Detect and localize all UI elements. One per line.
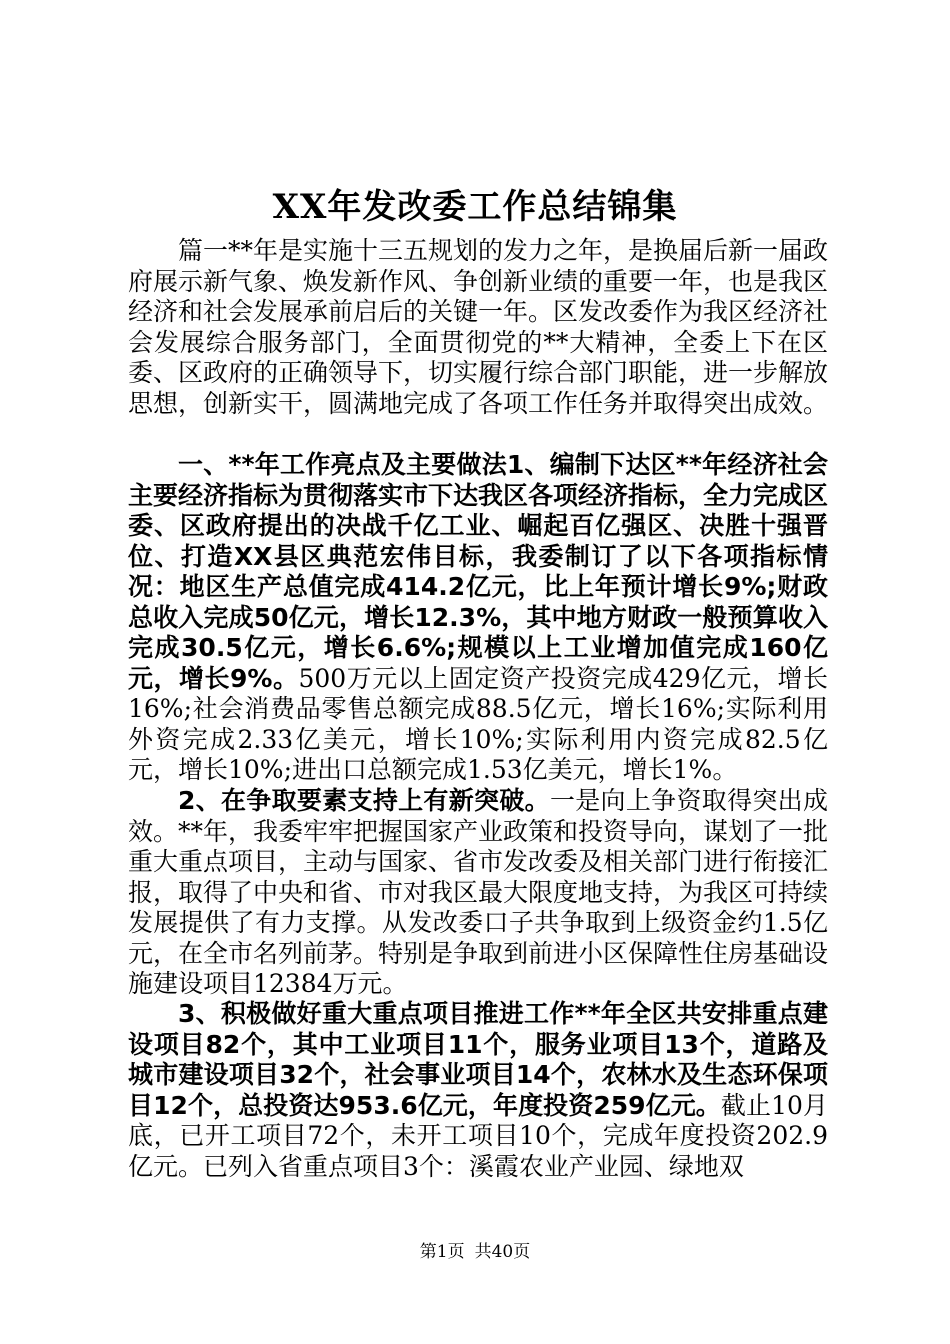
paragraph-projects xyxy=(128,999,828,1182)
document-title: XX年发改委工作总结锦集 xyxy=(272,187,678,227)
paragraph-intro xyxy=(128,236,828,419)
paragraph-bold-text: 3、积极做好重大重点项目推进工作**年全区共安排重点建设项目82个，其中工业项目11个，服务业项目13个，道路及城市建设项目32个，社会事业项目14个，农林水及生态环保项目12个，总投资达953.6亿元，年度投资259亿元。 xyxy=(128,999,828,1120)
paragraph-text: 一是向上争资取得突出成效。**年，我委牢牢把握国家产业政策和投资导向，谋划了一批重大重点项目，主动与国家、省市发改委及相关部门进行衔接汇报，取得了中央和省、市对我区最大限度地支持，为我区可持续发展提供了有力支撑。从发改委口子共争取到上级资金约1.5亿元，在全市名列前茅。特别是争取到前进小区保障性住房基础设施建设项目12384万元。 xyxy=(128,786,829,998)
paragraph-bold-text: 一、**年工作亮点及主要做法1、编制下达区**年经济社会主要经济指标为贯彻落实市下达我区各项经济指标，全力完成区委、区政府提出的决战千亿工业、崛起百亿强区、决胜十强晋位、打造XX县区典范宏伟目标，我委制订了以下各项指标情况：地区生产总值完成414.2亿元，比上年预计增长9%;财政总收入完成50亿元，增长12.3%，其中地方财政一般预算收入完成30.5亿元，增长6.6%;规模以上工业增加值完成160亿元，增长9%。 xyxy=(128,450,829,693)
paragraph-text: 500万元以上固定资产投资完成429亿元，增长16%;社会消费品零售总额完成88.5亿元，增长16%;实际利用外资完成2.33亿美元，增长10%;实际利用内资完成82.5亿元，增长10%;进出口总额完成1.53亿美元，增长1%。 xyxy=(128,663,829,784)
paragraph-highlights xyxy=(128,450,828,786)
paragraph-text: 截止10月底，已开工项目72个，未开工项目10个，完成年度投资202.9亿元。已列入省重点项目3个：溪霞农业产业园、绿地双 xyxy=(128,1090,828,1181)
page-footer xyxy=(0,1241,950,1263)
paragraph-funding xyxy=(128,786,828,1000)
page-total: 共40页 xyxy=(474,1242,531,1262)
paragraph-bold-text: 2、在争取要素支持上有新突破。 xyxy=(178,786,550,815)
page-number: 第1页 xyxy=(419,1242,465,1262)
paragraph-text: 篇一**年是实施十三五规划的发力之年，是换届后新一届政府展示新气象、焕发新作风、争创新业绩的重要一年，也是我区经济和社会发展承前启后的关键一年。区发改委作为我区经济社会发展综合服务部门，全面贯彻党的**大精神，全委上下在区委、区政府的正确领导下，切实履行综合部门职能，进一步解放思想，创新实干，圆满地完成了各项工作任务并取得突出成效。 xyxy=(128,236,829,418)
